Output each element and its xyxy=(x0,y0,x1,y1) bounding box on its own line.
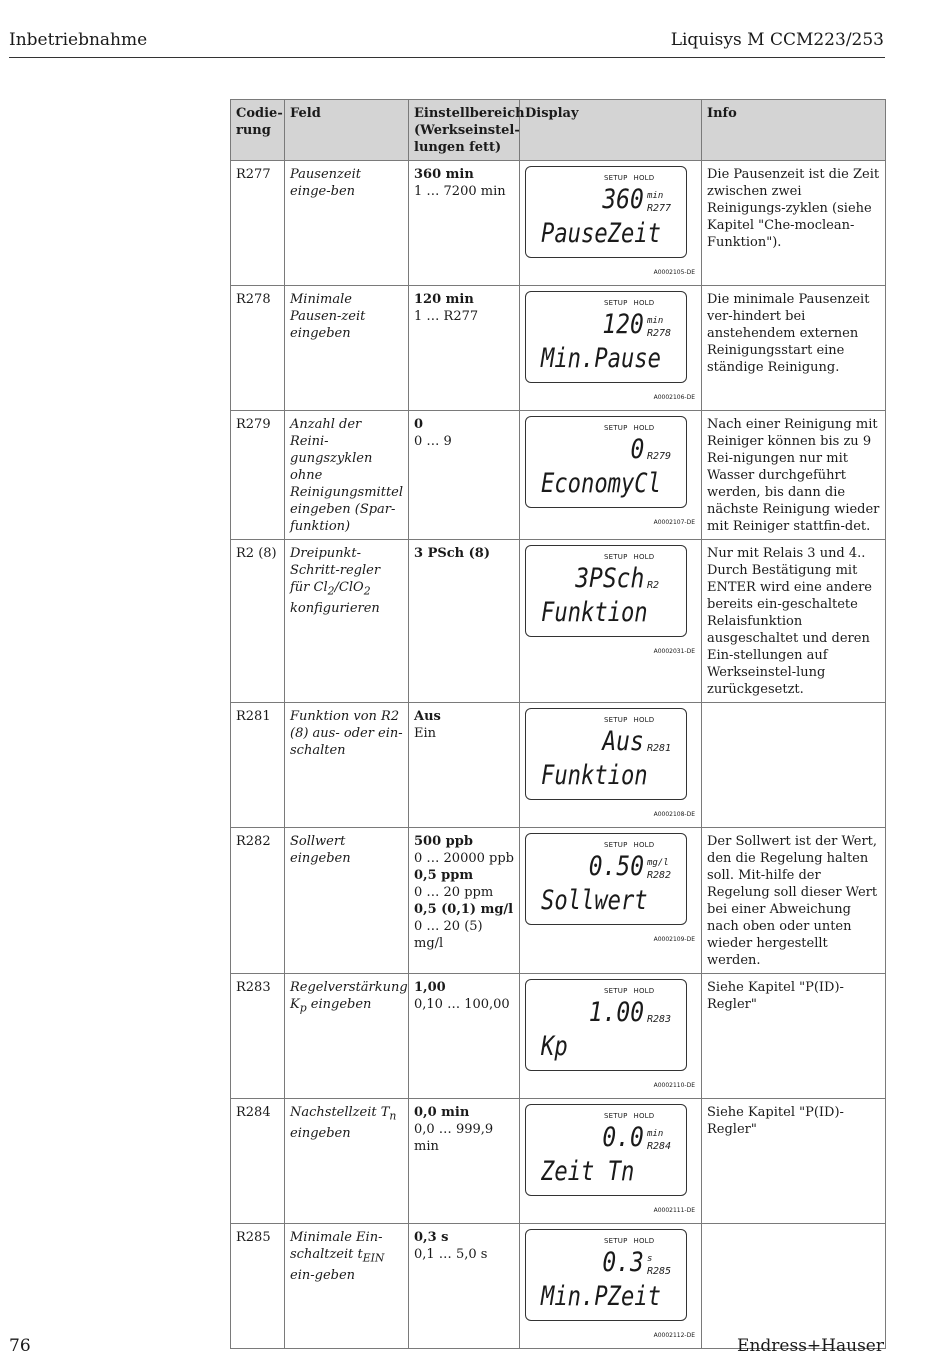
lcd-display xyxy=(525,166,687,258)
code-cell: R277 xyxy=(231,161,285,286)
table-row xyxy=(231,1099,886,1224)
info-cell: Siehe Kapitel "P(ID)-Regler" xyxy=(702,1099,886,1224)
display-cell xyxy=(520,286,702,411)
lcd-flag-hold: HOLD xyxy=(633,174,655,182)
lcd-display xyxy=(525,708,687,800)
table-row xyxy=(231,1224,886,1349)
lcd-display xyxy=(525,979,687,1071)
lcd-display xyxy=(525,291,687,383)
lcd-flag-hold: HOLD xyxy=(633,299,655,307)
lcd-value: 0.3 xyxy=(602,1247,644,1278)
table-row xyxy=(231,974,886,1099)
code-cell: R281 xyxy=(231,703,285,828)
table-row xyxy=(231,828,886,974)
image-id: A0002106-DE xyxy=(653,394,695,401)
lcd-flag-hold: HOLD xyxy=(633,716,655,724)
lcd-flag-setup: SETUP xyxy=(604,1237,628,1245)
display-cell xyxy=(520,540,702,703)
lcd-flag-setup: SETUP xyxy=(604,841,628,849)
lcd-flag-hold: HOLD xyxy=(633,424,655,432)
range-values: 0 … 20 ppm xyxy=(414,885,494,900)
lcd-value: 3PSch xyxy=(574,563,644,594)
range-cell xyxy=(409,1224,520,1349)
range-default: 120 min xyxy=(414,292,474,307)
range-values: 1 … 7200 min xyxy=(414,184,506,199)
code-cell: R284 xyxy=(231,1099,285,1224)
page-number: 76 xyxy=(9,1336,31,1356)
lcd-code: R279 xyxy=(647,451,672,462)
range-values: 0 … 20 (5) mg/l xyxy=(414,919,483,951)
code-cell: R278 xyxy=(231,286,285,411)
image-id: A0002111-DE xyxy=(653,1207,695,1214)
feld-cell: Sollwert eingeben xyxy=(285,828,409,974)
lcd-text: Min.Pause xyxy=(541,343,661,374)
info-cell: Nach einer Reinigung mit Reiniger können bis zu 9 Rei-nigungen nur mit Wasser durchgeführt werden, bis dann die nächste Reinigung wieder mit Reiniger stattfin-det. xyxy=(702,411,886,540)
feld-cell: Nachstellzeit $T_n$ eingeben xyxy=(285,1099,409,1224)
code-cell: R283 xyxy=(231,974,285,1099)
table-row xyxy=(231,411,886,540)
info-cell: Der Sollwert ist der Wert, den die Regelung halten soll. Mit-hilfe der Regelung soll dieser Wert bei einer Abweichung nach oben oder unten wieder hergestellt werden. xyxy=(702,828,886,974)
lcd-display xyxy=(525,833,687,925)
lcd-text: Zeit Tn xyxy=(541,1156,635,1187)
code-cell: R285 xyxy=(231,1224,285,1349)
range-values: 0 … 9 xyxy=(414,434,452,449)
lcd-text: PauseZeit xyxy=(541,218,661,249)
image-id: A0002109-DE xyxy=(653,936,695,943)
range-default: 500 ppb xyxy=(414,834,473,849)
image-id: A0002031-DE xyxy=(653,648,695,655)
info-cell xyxy=(702,1224,886,1349)
display-cell xyxy=(520,1224,702,1349)
table-row xyxy=(231,286,886,411)
image-id: A0002107-DE xyxy=(653,519,695,526)
column-header-einstellbereich: Einstellbereich (Werkseinstel-lungen fett) xyxy=(409,100,520,161)
header-section-title: Inbetriebnahme xyxy=(9,30,148,50)
display-cell xyxy=(520,974,702,1099)
header-rule xyxy=(9,57,885,58)
image-id: A0002110-DE xyxy=(653,1082,695,1089)
image-id: A0002108-DE xyxy=(653,811,695,818)
lcd-flag-hold: HOLD xyxy=(633,841,655,849)
lcd-flag-setup: SETUP xyxy=(604,174,628,182)
lcd-text: Kp xyxy=(541,1031,568,1062)
range-cell xyxy=(409,703,520,828)
display-cell xyxy=(520,703,702,828)
range-default: 3 PSch (8) xyxy=(414,546,490,561)
lcd-display xyxy=(525,416,687,508)
range-values: 1 … R277 xyxy=(414,309,479,324)
lcd-text: Sollwert xyxy=(541,885,648,916)
range-default: 0,5 (0,1) mg/l xyxy=(414,902,514,917)
range-cell xyxy=(409,161,520,286)
lcd-value: 360 xyxy=(602,184,644,215)
lcd-code: R282 xyxy=(647,870,672,881)
table-row xyxy=(231,161,886,286)
lcd-display xyxy=(525,1229,687,1321)
lcd-unit: min xyxy=(647,191,664,201)
lcd-value: 0.50 xyxy=(588,851,644,882)
lcd-code: R285 xyxy=(647,1266,672,1277)
lcd-flag-hold: HOLD xyxy=(633,1237,655,1245)
code-cell: R2 (8) xyxy=(231,540,285,703)
range-cell xyxy=(409,828,520,974)
lcd-value: Aus xyxy=(602,726,644,757)
header-product-name: Liquisys M CCM223/253 xyxy=(670,30,884,50)
feld-cell: Dreipunkt-Schritt-regler für $Cl_2/ClO_2$ konfigurieren xyxy=(285,540,409,703)
feld-cell: Minimale Pausen-zeit eingeben xyxy=(285,286,409,411)
display-cell xyxy=(520,1099,702,1224)
range-values: 0 … 20000 ppb xyxy=(414,851,514,866)
range-values: 0,1 … 5,0 s xyxy=(414,1247,488,1262)
feld-cell: Pausenzeit einge-ben xyxy=(285,161,409,286)
lcd-display xyxy=(525,545,687,637)
lcd-code: R284 xyxy=(647,1141,672,1152)
range-default: 0,5 ppm xyxy=(414,868,474,883)
table-row xyxy=(231,703,886,828)
feld-cell: Regelverstärkung $K_p$ eingeben xyxy=(285,974,409,1099)
range-cell xyxy=(409,411,520,540)
lcd-flag-hold: HOLD xyxy=(633,1112,655,1120)
column-header-feld: Feld xyxy=(285,100,409,161)
feld-cell: Funktion von R2 (8) aus- oder ein-schalten xyxy=(285,703,409,828)
range-values: Ein xyxy=(414,726,437,741)
range-cell xyxy=(409,286,520,411)
feld-cell: Minimale Ein-schaltzeit $t_{EIN}$ ein-geben xyxy=(285,1224,409,1349)
lcd-value: 0.0 xyxy=(602,1122,644,1153)
display-cell xyxy=(520,828,702,974)
lcd-flag-hold: HOLD xyxy=(633,553,655,561)
info-cell: Die Pausenzeit ist die Zeit zwischen zwei Reinigungs-zyklen (siehe Kapitel "Che-moclean-Funktion"). xyxy=(702,161,886,286)
image-id: A0002112-DE xyxy=(653,1332,695,1339)
column-header-display: Display xyxy=(520,100,702,161)
lcd-value: 1.00 xyxy=(588,997,644,1028)
lcd-code: R278 xyxy=(647,328,672,339)
range-default: 0 xyxy=(414,417,424,432)
code-cell: R279 xyxy=(231,411,285,540)
code-cell: R282 xyxy=(231,828,285,974)
lcd-unit: s xyxy=(647,1254,653,1264)
lcd-text: Funktion xyxy=(541,597,648,628)
range-values: 0,10 … 100,00 xyxy=(414,997,510,1012)
lcd-code: R2 xyxy=(647,580,660,591)
display-cell xyxy=(520,411,702,540)
lcd-flag-setup: SETUP xyxy=(604,553,628,561)
range-cell xyxy=(409,974,520,1099)
column-header-codierung: Codie-rung xyxy=(231,100,285,161)
range-default: Aus xyxy=(414,709,441,724)
image-id: A0002105-DE xyxy=(653,269,695,276)
table-header-row xyxy=(231,100,886,161)
range-default: 360 min xyxy=(414,167,474,182)
range-default: 0,0 min xyxy=(414,1105,470,1120)
lcd-text: EconomyCl xyxy=(541,468,661,499)
lcd-display xyxy=(525,1104,687,1196)
lcd-code: R277 xyxy=(647,203,672,214)
info-cell xyxy=(702,703,886,828)
range-cell xyxy=(409,1099,520,1224)
display-cell xyxy=(520,161,702,286)
brand-name: Endress+Hauser xyxy=(737,1336,884,1356)
lcd-code: R281 xyxy=(647,743,672,754)
lcd-unit: mg/l xyxy=(647,858,669,868)
lcd-flag-setup: SETUP xyxy=(604,299,628,307)
lcd-value: 120 xyxy=(602,309,644,340)
lcd-unit: min xyxy=(647,316,664,326)
lcd-text: Funktion xyxy=(541,760,648,791)
lcd-flag-setup: SETUP xyxy=(604,424,628,432)
feld-cell: Anzahl der Reini-gungszyklen ohne Reinigungsmittel eingeben (Spar-funktion) xyxy=(285,411,409,540)
column-header-info: Info xyxy=(702,100,886,161)
info-cell: Siehe Kapitel "P(ID)-Regler" xyxy=(702,974,886,1099)
lcd-code: R283 xyxy=(647,1014,672,1025)
lcd-value: 0 xyxy=(630,434,644,465)
range-default: 1,00 xyxy=(414,980,446,995)
parameter-table xyxy=(230,99,886,1349)
table-row xyxy=(231,540,886,703)
lcd-flag-setup: SETUP xyxy=(604,1112,628,1120)
lcd-text: Min.PZeit xyxy=(541,1281,661,1312)
info-cell: Die minimale Pausenzeit ver-hindert bei anstehendem externen Reinigungsstart eine ständige Reinigung. xyxy=(702,286,886,411)
lcd-unit: min xyxy=(647,1129,664,1139)
info-cell: Nur mit Relais 3 und 4.. Durch Bestätigung mit ENTER wird eine andere bereits ein-geschaltete Relaisfunktion ausgeschaltet und deren Ein-stellungen auf Werkseinstel-lung zurückgesetzt. xyxy=(702,540,886,703)
range-default: 0,3 s xyxy=(414,1230,449,1245)
lcd-flag-setup: SETUP xyxy=(604,716,628,724)
range-cell xyxy=(409,540,520,703)
range-values: 0,0 … 999,9 min xyxy=(414,1122,494,1154)
lcd-flag-hold: HOLD xyxy=(633,987,655,995)
lcd-flag-setup: SETUP xyxy=(604,987,628,995)
